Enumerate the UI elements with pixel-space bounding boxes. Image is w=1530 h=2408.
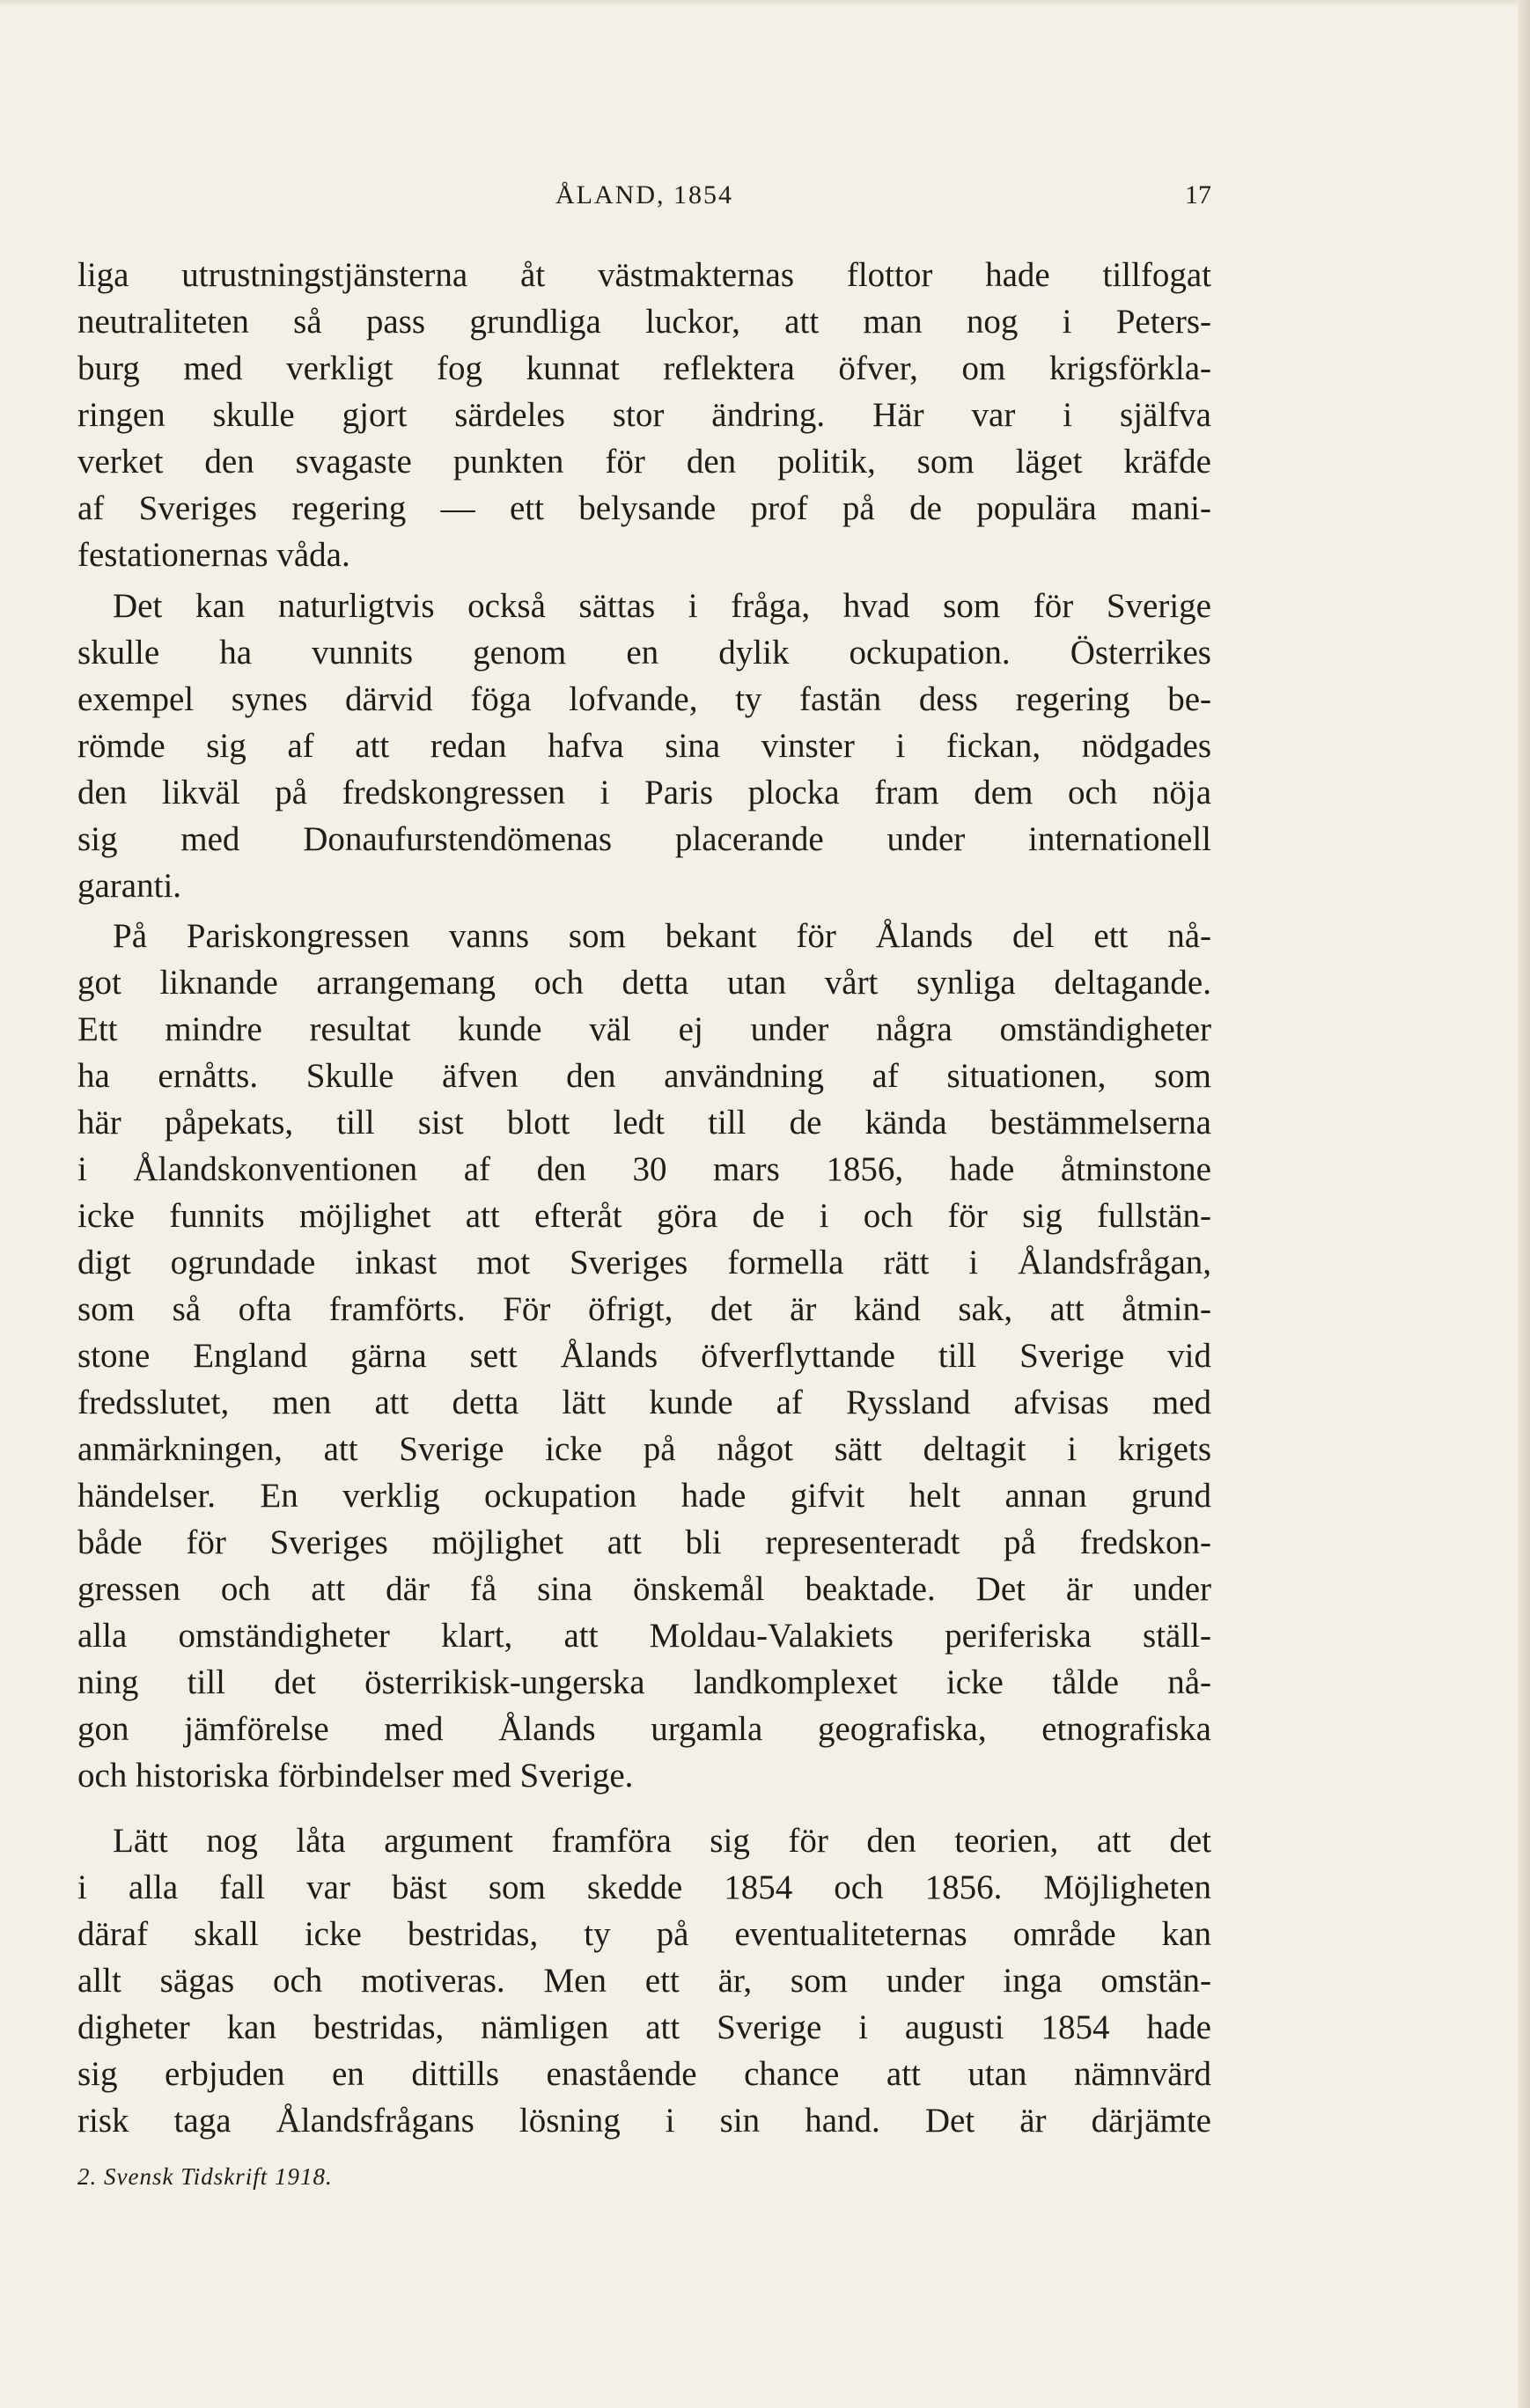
text-line: skulle ha vunnits genom en dylik ockupation. Österrikes [77,634,1211,672]
text-line: händelser. En verklig ockupation hade gifvit helt annan grund [77,1477,1211,1515]
text-line: fredsslutet, men att detta lätt kunde af Ryssland afvisas med [77,1384,1211,1421]
text-line: got liknande arrangemang och detta utan vårt synliga deltagande. [77,964,1211,1002]
text-line: anmärkningen, att Sverige icke på något sätt deltagit i krigets [77,1430,1211,1468]
text-line: risk taga Ålandsfrågans lösning i sin hand. Det är därjämte [77,2102,1211,2140]
text-line: Lätt nog låta argument framföra sig för den teorien, att det [113,1822,1211,1860]
text-line: liga utrustningstjänsterna åt västmakternas flottor hade tillfogat [77,256,1211,294]
text-line: alla omständigheter klart, att Moldau-Valakiets periferiska ställ- [77,1617,1211,1655]
text-line: den likväl på fredskongressen i Paris plocka fram dem och nöja [77,774,1211,811]
text-line: i alla fall var bäst som skedde 1854 och 1856. Möjligheten [77,1868,1211,1906]
footnote: 2. Svensk Tidskrift 1918. [77,2163,333,2190]
text-line: icke funnits möjlighet att efteråt göra de i och för sig fullstän- [77,1197,1211,1235]
text-line: gressen och att där få sina önskemål beaktade. Det är under [77,1570,1211,1608]
text-line: digheter kan bestridas, nämligen att Sverige i augusti 1854 hade [77,2008,1211,2046]
text-line: Ett mindre resultat kunde väl ej under några omständigheter [77,1010,1211,1048]
text-line: exempel synes därvid föga lofvande, ty fastän dess regering be- [77,680,1211,718]
text-line: ning till det österrikisk-ungerska landkomplexet icke tålde nå- [77,1663,1211,1701]
page-number: 17 [1185,180,1211,209]
text-line: festationernas våda. [77,536,350,574]
text-line: digt ogrundade inkast mot Sveriges formella rätt i Ålandsfrågan, [77,1244,1211,1281]
text-line: i Ålandskonventionen af den 30 mars 1856, hade åtminstone [77,1150,1211,1188]
text-line: Det kan naturligtvis också sättas i fråga, hvad som för Sverige [113,587,1211,625]
text-line: här påpekats, till sist blott ledt till de kända bestämmelserna [77,1104,1211,1142]
text-line: ha ernåtts. Skulle äfven den användning af situationen, som [77,1057,1211,1095]
text-line: römde sig af att redan hafva sina vinster i fickan, nödgades [77,727,1211,765]
text-line: neutraliteten så pass grundliga luckor, att man nog i Peters- [77,303,1211,341]
page-right-edge [1518,0,1530,2408]
text-line: som så ofta framförts. För öfrigt, det är känd sak, att åtmin- [77,1290,1211,1328]
page-top-edge [0,0,1530,7]
text-line: ringen skulle gjort särdeles stor ändring. Här var i själfva [77,396,1211,434]
text-line: garanti. [77,867,182,905]
text-line: både för Sveriges möjlighet att bli representeradt på fredskon- [77,1523,1211,1561]
text-line: däraf skall icke bestridas, ty på eventualiteternas område kan [77,1915,1211,1953]
text-line: stone England gärna sett Ålands öfverflyttande till Sverige vid [77,1337,1211,1375]
text-line: allt sägas och motiveras. Men ett är, som under inga omstän- [77,1962,1211,2000]
text-line: På Pariskongressen vanns som bekant för Ålands del ett nå- [113,917,1211,955]
text-line: sig erbjuden en dittills enastående chance att utan nämnvärd [77,2055,1211,2093]
running-head: ÅLAND, 1854 [555,180,733,209]
text-line: verket den svagaste punkten för den politik, som läget kräfde [77,443,1211,481]
text-line: sig med Donaufurstendömenas placerande under internationell [77,820,1211,858]
text-line: burg med verkligt fog kunnat reflektera öfver, om krigsförkla- [77,349,1211,387]
text-line: gon jämförelse med Ålands urgamla geografiska, etnografiska [77,1710,1211,1748]
page-header [77,180,1211,216]
text-line: och historiska förbindelser med Sverige. [77,1757,634,1795]
text-line: af Sveriges regering — ett belysande prof på de populära mani- [77,489,1211,527]
